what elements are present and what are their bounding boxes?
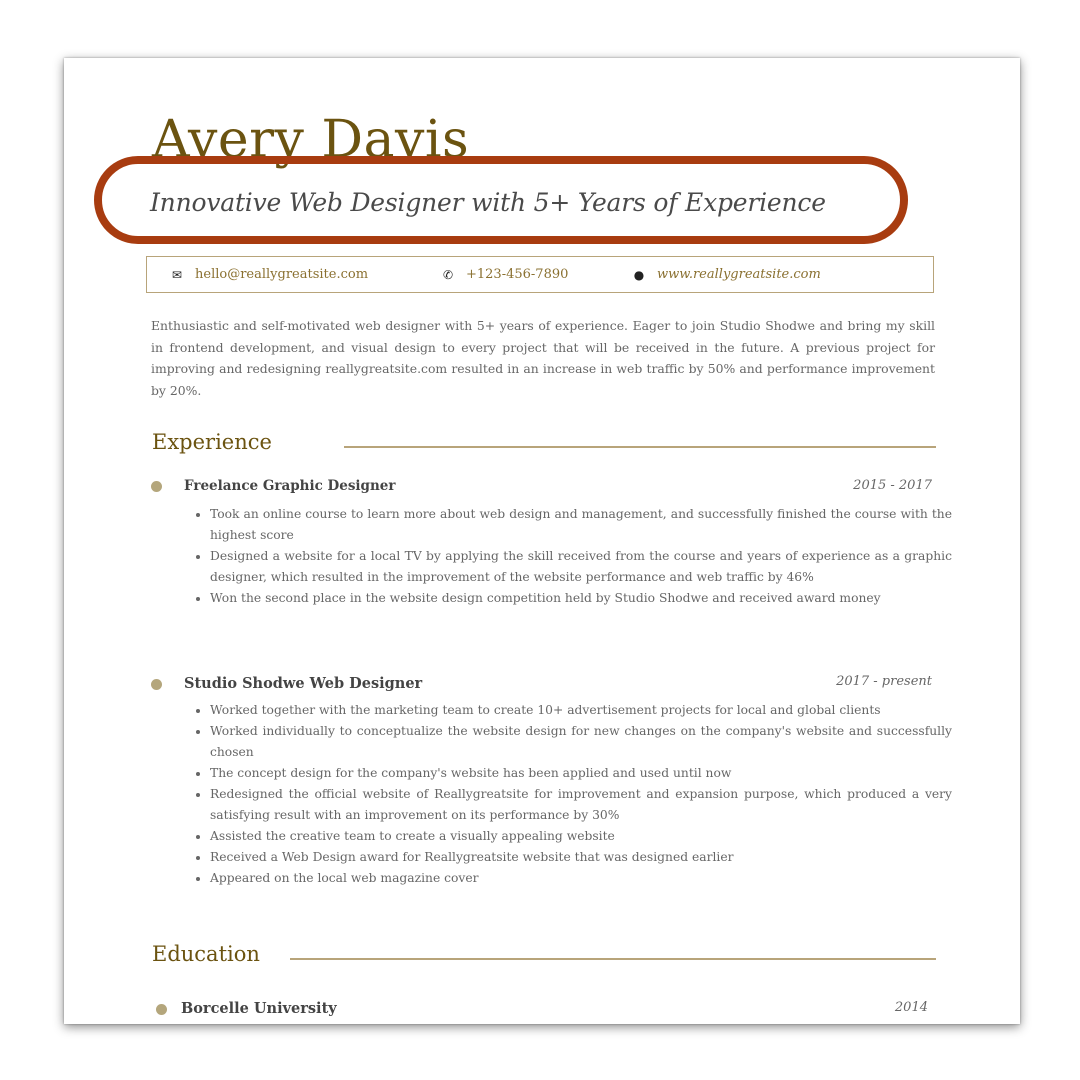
job-bullet: • Worked together with the marketing team to create 10+ advertisement projects for local and global clients: [210, 700, 952, 721]
resume-page: [64, 58, 1020, 1024]
job-bullet: • Worked individually to conceptualize the website design for new changes on the company's website and successfully chosen: [210, 721, 952, 763]
globe-icon: ●: [633, 267, 645, 282]
job-bullet: • The concept design for the company's website has been applied and used until now: [210, 763, 952, 784]
job-bullet-list: [192, 700, 952, 889]
job-bullet-dot: [151, 679, 162, 690]
job-bullet: • Won the second place in the website design competition held by Studio Shodwe and received award money: [210, 588, 952, 609]
job-bullet: • Assisted the creative team to create a visually appealing website: [210, 826, 952, 847]
section-title-education: Education: [152, 942, 260, 966]
job-bullet-dot: [151, 481, 162, 492]
education-bullet-dot: [156, 1004, 167, 1015]
job-bullet: • Took an online course to learn more about web design and management, and successfully finished the course with the highest score: [210, 504, 952, 546]
section-title-experience: Experience: [152, 430, 272, 454]
job-bullet: • Redesigned the official website of Reallygreatsite for improvement and expansion purpose, which produced a very satisfying result with an improvement on its performance by 30%: [210, 784, 952, 826]
section-divider-experience: [344, 446, 936, 448]
job-bullet: • Designed a website for a local TV by applying the skill received from the course and years of experience as a graphic designer, which resulted in the improvement of the website performance and web traffic by 46%: [210, 546, 952, 588]
contact-bar: [146, 256, 934, 293]
contact-phone-text: +123-456-7890: [466, 267, 569, 282]
job-bullet: • Received a Web Design award for Reallygreatsite website that was designed earlier: [210, 847, 952, 868]
phone-icon: ✆: [442, 267, 454, 282]
professional-summary: Enthusiastic and self-motivated web designer with 5+ years of experience. Eager to join Studio Shodwe and bring my skill in frontend development, and visual design to every project that will be received in the future. A previous project for improving and redesigning reallygreatsite.com resulted in an increase in web traffic by 50% and performance improvement by 20%.: [151, 318, 935, 398]
resume-name: Avery Davis: [152, 110, 470, 170]
resume-tagline: Innovative Web Designer with 5+ Years of Experience: [150, 188, 826, 217]
job-title: Freelance Graphic Designer: [184, 478, 396, 494]
job-title: Studio Shodwe Web Designer: [184, 675, 423, 692]
contact-email[interactable]: [171, 267, 368, 282]
envelope-icon: ✉: [171, 267, 183, 282]
contact-website[interactable]: [633, 267, 821, 282]
education-date: 2014: [894, 1000, 928, 1015]
contact-phone[interactable]: [442, 267, 568, 282]
job-date: 2015 - 2017: [853, 478, 932, 493]
job-date: 2017 - present: [836, 674, 932, 689]
section-divider-education: [290, 958, 936, 960]
contact-email-text: hello@reallygreatsite.com: [195, 267, 369, 282]
highlight-oval-annotation: [94, 156, 908, 244]
education-title: Borcelle University: [181, 1000, 337, 1017]
job-bullet-list: [192, 504, 952, 609]
job-bullet: • Appeared on the local web magazine cover: [210, 868, 952, 889]
contact-website-text: www.reallygreatsite.com: [657, 267, 821, 282]
